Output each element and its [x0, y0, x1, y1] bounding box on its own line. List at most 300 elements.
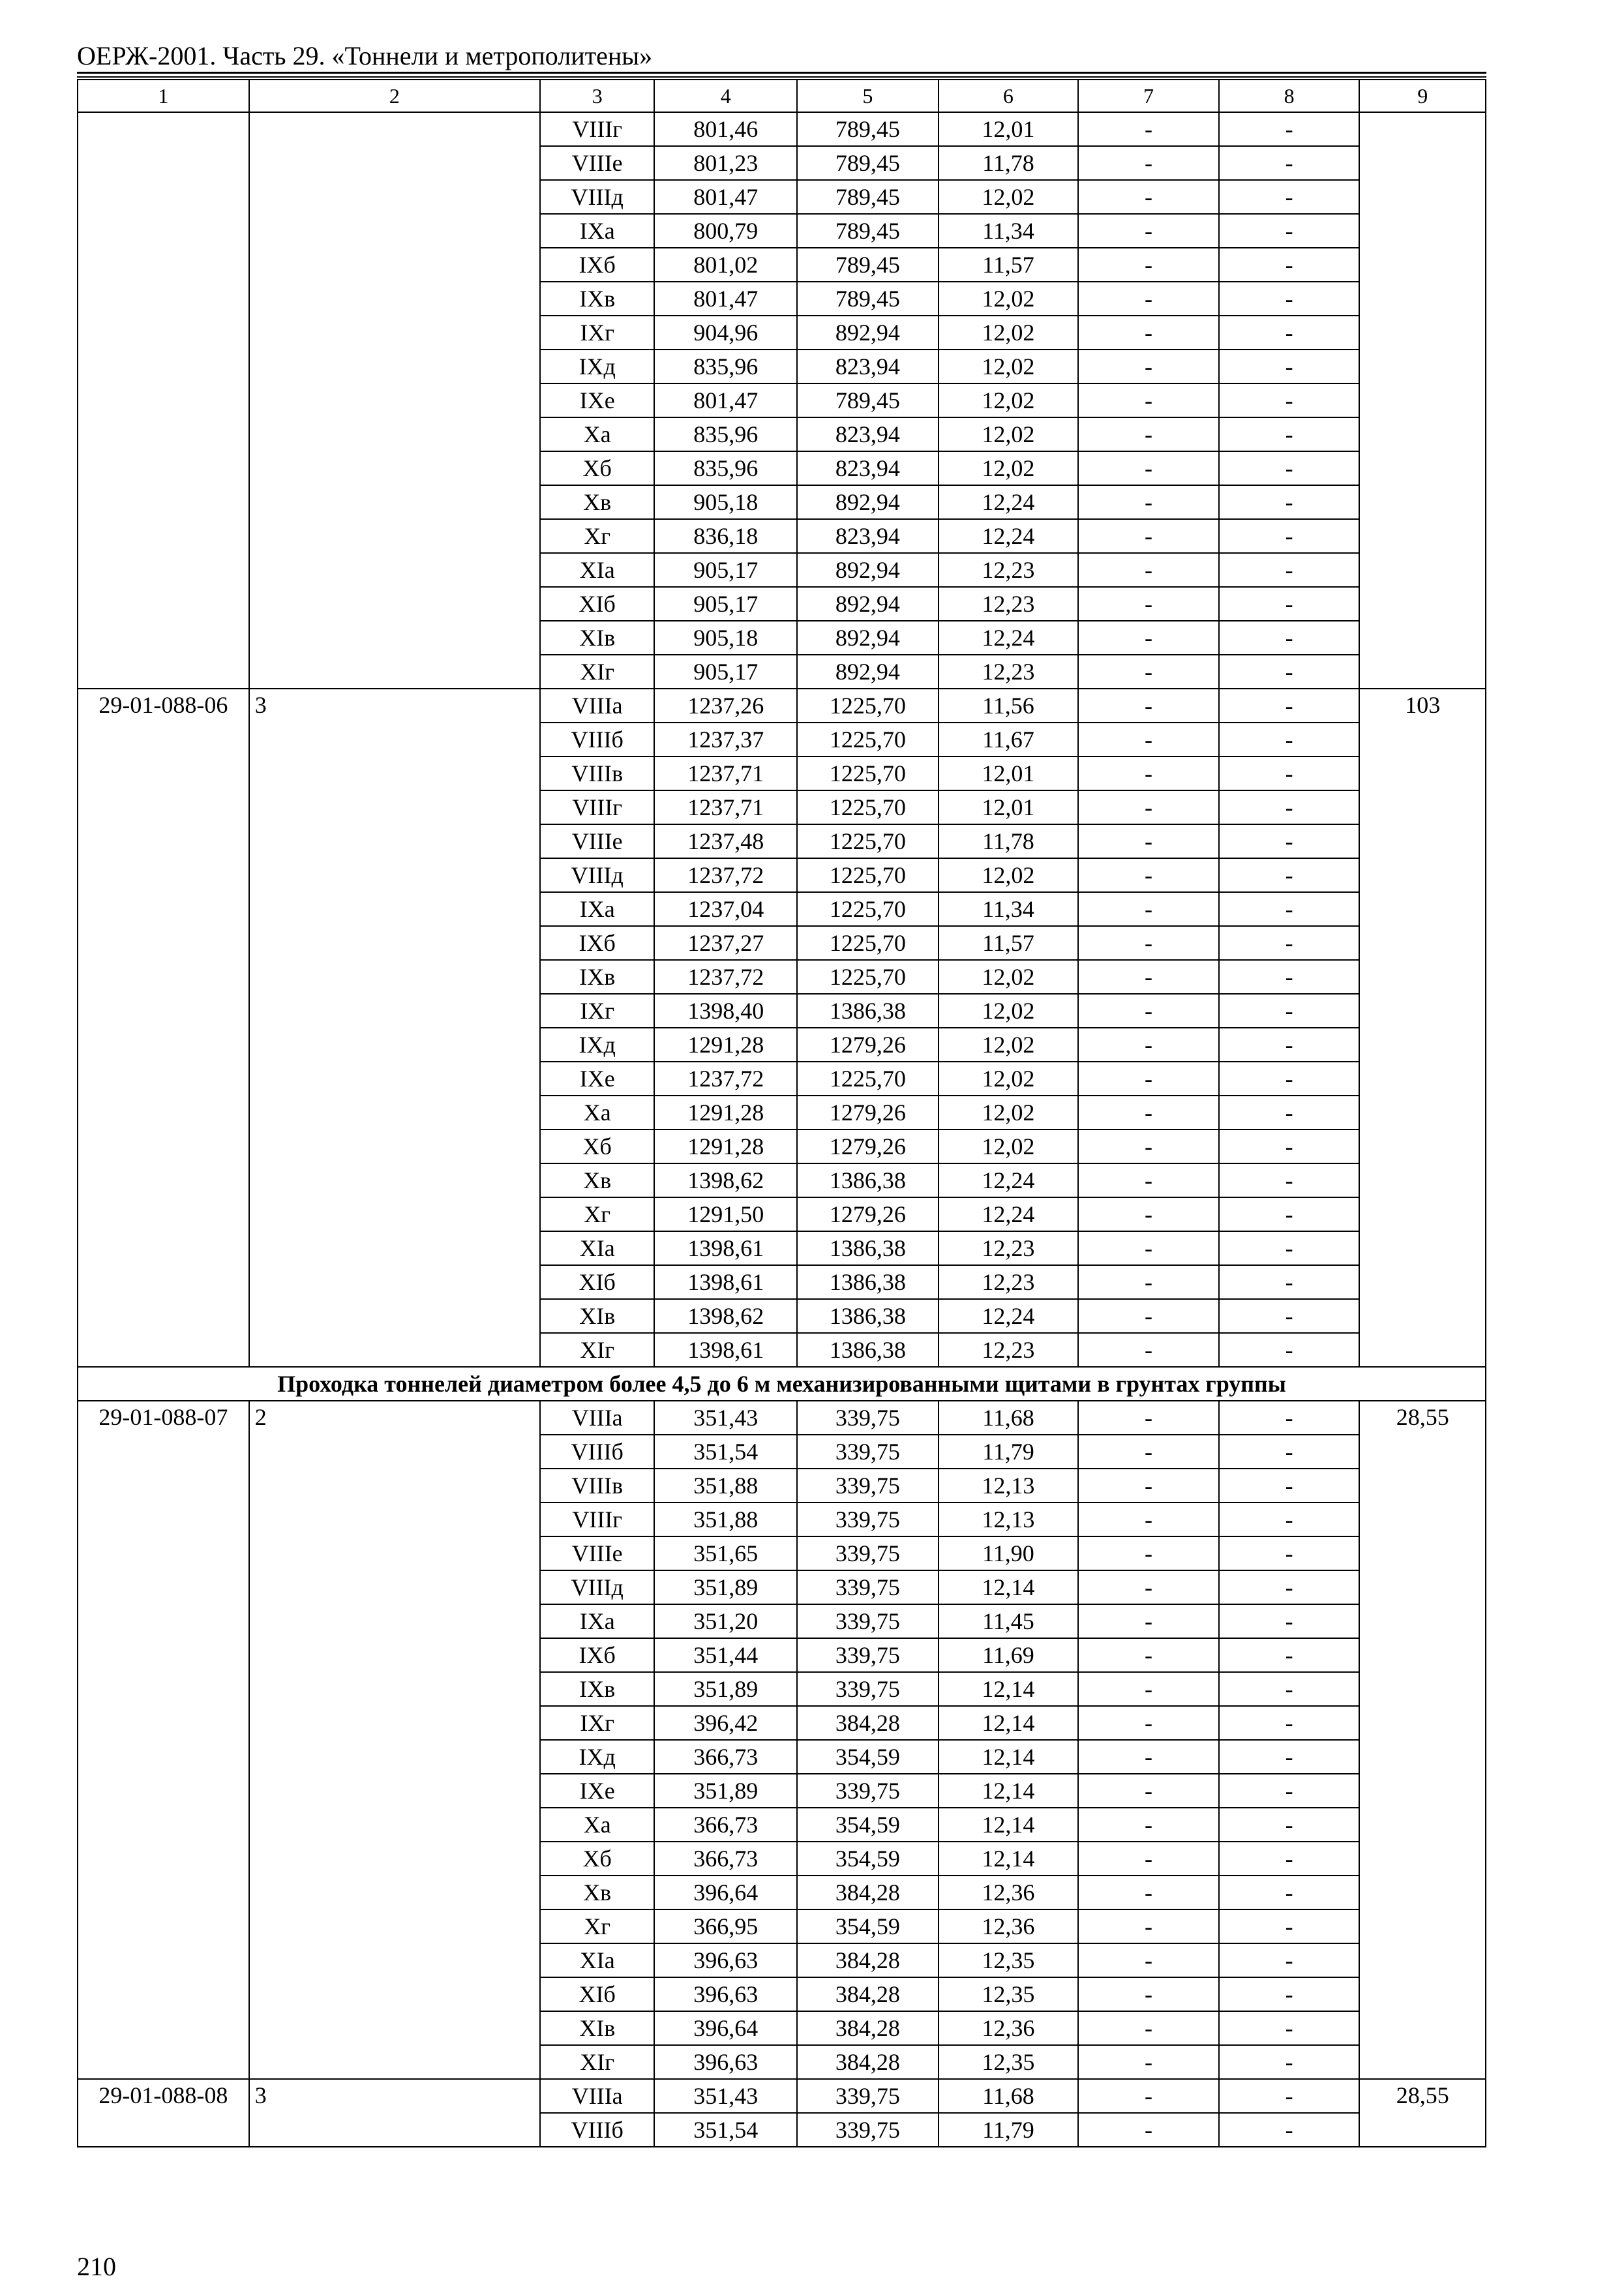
wages-cell: 384,28	[797, 2045, 939, 2079]
direct-costs-cell: 351,89	[654, 1774, 797, 1808]
direct-costs-cell: 836,18	[654, 519, 797, 553]
operator-wages-cell: -	[1078, 214, 1219, 248]
materials-cell: -	[1219, 485, 1360, 519]
machine-operation-cell: 12,23	[939, 587, 1079, 621]
operator-wages-cell: -	[1078, 1028, 1219, 1062]
machine-operation-cell: 12,14	[939, 1706, 1079, 1740]
direct-costs-cell: 1237,48	[654, 824, 797, 858]
machine-operation-cell: 11,90	[939, 1536, 1079, 1570]
operator-wages-cell: -	[1078, 180, 1219, 214]
soil-category-cell: IXд	[540, 350, 654, 383]
soil-category-cell: IXг	[540, 994, 654, 1028]
wages-cell: 354,59	[797, 1808, 939, 1842]
direct-costs-cell: 1237,72	[654, 858, 797, 892]
soil-category-cell: VIIIе	[540, 146, 654, 180]
machine-operation-cell: 12,35	[939, 1943, 1079, 1977]
operator-wages-cell: -	[1078, 1062, 1219, 1096]
section-heading-row	[78, 1367, 1486, 1401]
wages-cell: 823,94	[797, 350, 939, 383]
materials-cell: -	[1219, 1028, 1360, 1062]
wages-cell: 789,45	[797, 146, 939, 180]
soil-category-cell: VIIIд	[540, 858, 654, 892]
direct-costs-cell: 351,54	[654, 2113, 797, 2147]
wages-cell: 1386,38	[797, 1265, 939, 1299]
direct-costs-cell: 366,73	[654, 1842, 797, 1876]
machine-operation-cell: 11,57	[939, 248, 1079, 282]
rate-code-cell: 29-01-088-07	[78, 1401, 249, 2079]
operator-wages-cell: -	[1078, 146, 1219, 180]
materials-cell: -	[1219, 1876, 1360, 1909]
direct-costs-cell: 1398,62	[654, 1299, 797, 1333]
machine-operation-cell: 12,13	[939, 1503, 1079, 1536]
machine-operation-cell: 12,24	[939, 1197, 1079, 1231]
machine-operation-cell: 11,34	[939, 214, 1079, 248]
operator-wages-cell: -	[1078, 1774, 1219, 1808]
operator-wages-cell: -	[1078, 960, 1219, 994]
wages-cell: 339,75	[797, 1401, 939, 1435]
soil-category-cell: Xв	[540, 1163, 654, 1197]
direct-costs-cell: 1237,26	[654, 689, 797, 723]
direct-costs-cell: 1237,37	[654, 723, 797, 756]
materials-cell: -	[1219, 1672, 1360, 1706]
operator-wages-cell: -	[1078, 655, 1219, 689]
operator-wages-cell: -	[1078, 1977, 1219, 2011]
wages-cell: 823,94	[797, 451, 939, 485]
direct-costs-cell: 351,89	[654, 1672, 797, 1706]
machine-operation-cell: 12,24	[939, 485, 1079, 519]
machine-operation-cell: 12,36	[939, 1909, 1079, 1943]
direct-costs-cell: 800,79	[654, 214, 797, 248]
machine-operation-cell: 11,57	[939, 926, 1079, 960]
direct-costs-cell: 1291,28	[654, 1130, 797, 1163]
operator-wages-cell: -	[1078, 1299, 1219, 1333]
operator-wages-cell: -	[1078, 350, 1219, 383]
wages-cell: 1279,26	[797, 1028, 939, 1062]
direct-costs-cell: 905,18	[654, 485, 797, 519]
materials-cell: -	[1219, 1096, 1360, 1130]
machine-operation-cell: 11,68	[939, 2079, 1079, 2113]
machine-operation-cell: 12,01	[939, 756, 1079, 790]
group-cell: 3	[249, 689, 540, 1367]
wages-cell: 823,94	[797, 519, 939, 553]
operator-wages-cell: -	[1078, 587, 1219, 621]
operator-wages-cell: -	[1078, 994, 1219, 1028]
wages-cell: 1225,70	[797, 756, 939, 790]
soil-category-cell: Xа	[540, 1808, 654, 1842]
machine-operation-cell: 12,36	[939, 2011, 1079, 2045]
direct-costs-cell: 1237,72	[654, 960, 797, 994]
direct-costs-cell: 396,63	[654, 2045, 797, 2079]
soil-category-cell: VIIIд	[540, 1570, 654, 1604]
operator-wages-cell: -	[1078, 1536, 1219, 1570]
machine-operation-cell: 11,79	[939, 2113, 1079, 2147]
operator-wages-cell: -	[1078, 2011, 1219, 2045]
operator-wages-cell: -	[1078, 1638, 1219, 1672]
soil-category-cell: XIг	[540, 2045, 654, 2079]
machine-operation-cell: 11,68	[939, 1401, 1079, 1435]
machine-operation-cell: 12,35	[939, 1977, 1079, 2011]
direct-costs-cell: 835,96	[654, 451, 797, 485]
soil-category-cell: XIв	[540, 621, 654, 655]
wages-cell: 339,75	[797, 1536, 939, 1570]
operator-wages-cell: -	[1078, 316, 1219, 350]
wages-cell: 1386,38	[797, 994, 939, 1028]
soil-category-cell: IXд	[540, 1028, 654, 1062]
direct-costs-cell: 366,95	[654, 1909, 797, 1943]
wages-cell: 1386,38	[797, 1333, 939, 1367]
direct-costs-cell: 835,96	[654, 350, 797, 383]
column-number: 8	[1219, 80, 1360, 112]
direct-costs-cell: 351,65	[654, 1536, 797, 1570]
machine-operation-cell: 12,14	[939, 1808, 1079, 1842]
direct-costs-cell: 351,44	[654, 1638, 797, 1672]
materials-cell: -	[1219, 723, 1360, 756]
machine-operation-cell: 12,02	[939, 858, 1079, 892]
wages-cell: 339,75	[797, 2113, 939, 2147]
soil-category-cell: Xг	[540, 519, 654, 553]
wages-cell: 892,94	[797, 587, 939, 621]
soil-category-cell: VIIIе	[540, 824, 654, 858]
rate-code-cell: 29-01-088-06	[78, 689, 249, 1367]
wages-cell: 339,75	[797, 1638, 939, 1672]
materials-cell: -	[1219, 1740, 1360, 1774]
wages-cell: 1225,70	[797, 1062, 939, 1096]
wages-cell: 789,45	[797, 282, 939, 316]
materials-cell: -	[1219, 621, 1360, 655]
machine-operation-cell: 12,24	[939, 1299, 1079, 1333]
column-number: 2	[249, 80, 540, 112]
materials-cell: -	[1219, 2079, 1360, 2113]
direct-costs-cell: 1291,28	[654, 1096, 797, 1130]
machine-operation-cell: 11,78	[939, 824, 1079, 858]
soil-category-cell: Xа	[540, 417, 654, 451]
group-cell: 3	[249, 2079, 540, 2147]
column-number-row	[78, 80, 1486, 112]
soil-category-cell: VIIIв	[540, 1469, 654, 1503]
soil-category-cell: VIIIг	[540, 790, 654, 824]
wages-cell: 384,28	[797, 1977, 939, 2011]
direct-costs-cell: 366,73	[654, 1808, 797, 1842]
materials-cell: -	[1219, 689, 1360, 723]
soil-category-cell: XIв	[540, 1299, 654, 1333]
wages-cell: 339,75	[797, 2079, 939, 2113]
soil-category-cell: XIб	[540, 1265, 654, 1299]
direct-costs-cell: 351,43	[654, 1401, 797, 1435]
machine-operation-cell: 12,02	[939, 383, 1079, 417]
column-number: 6	[939, 80, 1079, 112]
materials-cell: -	[1219, 214, 1360, 248]
soil-category-cell: Xв	[540, 1876, 654, 1909]
materials-cell: -	[1219, 1977, 1360, 2011]
wages-cell: 384,28	[797, 1876, 939, 1909]
machine-operation-cell: 12,23	[939, 655, 1079, 689]
materials-cell: -	[1219, 146, 1360, 180]
labor-total-cell: 103	[1359, 689, 1486, 1367]
soil-category-cell: VIIIб	[540, 1435, 654, 1469]
group-cell	[249, 112, 540, 689]
soil-category-cell: Xг	[540, 1197, 654, 1231]
machine-operation-cell: 12,23	[939, 553, 1079, 587]
wages-cell: 339,75	[797, 1469, 939, 1503]
soil-category-cell: IXд	[540, 1740, 654, 1774]
materials-cell: -	[1219, 316, 1360, 350]
operator-wages-cell: -	[1078, 2045, 1219, 2079]
wages-cell: 1225,70	[797, 790, 939, 824]
materials-cell: -	[1219, 451, 1360, 485]
direct-costs-cell: 801,02	[654, 248, 797, 282]
materials-cell: -	[1219, 383, 1360, 417]
table-row	[78, 689, 1486, 723]
direct-costs-cell: 1291,50	[654, 1197, 797, 1231]
soil-category-cell: XIв	[540, 2011, 654, 2045]
operator-wages-cell: -	[1078, 621, 1219, 655]
soil-category-cell: VIIIб	[540, 723, 654, 756]
direct-costs-cell: 1237,71	[654, 790, 797, 824]
soil-category-cell: Xв	[540, 485, 654, 519]
table-row	[78, 1401, 1486, 1435]
materials-cell: -	[1219, 1808, 1360, 1842]
wages-cell: 384,28	[797, 1943, 939, 1977]
header-rule-thick	[77, 72, 1486, 74]
wages-cell: 892,94	[797, 553, 939, 587]
direct-costs-cell: 801,47	[654, 180, 797, 214]
materials-cell: -	[1219, 248, 1360, 282]
materials-cell: -	[1219, 790, 1360, 824]
materials-cell: -	[1219, 1536, 1360, 1570]
soil-category-cell: XIа	[540, 553, 654, 587]
machine-operation-cell: 11,56	[939, 689, 1079, 723]
wages-cell: 1279,26	[797, 1096, 939, 1130]
operator-wages-cell: -	[1078, 1943, 1219, 1977]
column-number: 1	[78, 80, 249, 112]
machine-operation-cell: 11,45	[939, 1604, 1079, 1638]
machine-operation-cell: 12,01	[939, 112, 1079, 146]
operator-wages-cell: -	[1078, 858, 1219, 892]
wages-cell: 339,75	[797, 1604, 939, 1638]
operator-wages-cell: -	[1078, 1672, 1219, 1706]
materials-cell: -	[1219, 1062, 1360, 1096]
materials-cell: -	[1219, 180, 1360, 214]
direct-costs-cell: 396,64	[654, 2011, 797, 2045]
direct-costs-cell: 801,23	[654, 146, 797, 180]
materials-cell: -	[1219, 1909, 1360, 1943]
direct-costs-cell: 396,64	[654, 1876, 797, 1909]
soil-category-cell: VIIIе	[540, 1536, 654, 1570]
column-number: 5	[797, 80, 939, 112]
materials-cell: -	[1219, 1435, 1360, 1469]
materials-cell: -	[1219, 824, 1360, 858]
operator-wages-cell: -	[1078, 1469, 1219, 1503]
soil-category-cell: IXе	[540, 1774, 654, 1808]
direct-costs-cell: 1237,72	[654, 1062, 797, 1096]
machine-operation-cell: 11,67	[939, 723, 1079, 756]
machine-operation-cell: 12,24	[939, 1163, 1079, 1197]
operator-wages-cell: -	[1078, 2113, 1219, 2147]
table-row	[78, 2079, 1486, 2113]
materials-cell: -	[1219, 1638, 1360, 1672]
materials-cell: -	[1219, 1469, 1360, 1503]
machine-operation-cell: 12,01	[939, 790, 1079, 824]
soil-category-cell: IXб	[540, 1638, 654, 1672]
wages-cell: 823,94	[797, 417, 939, 451]
operator-wages-cell: -	[1078, 1706, 1219, 1740]
direct-costs-cell: 351,54	[654, 1435, 797, 1469]
soil-category-cell: Xб	[540, 1842, 654, 1876]
machine-operation-cell: 12,02	[939, 1062, 1079, 1096]
wages-cell: 892,94	[797, 655, 939, 689]
materials-cell: -	[1219, 112, 1360, 146]
direct-costs-cell: 396,63	[654, 1943, 797, 1977]
operator-wages-cell: -	[1078, 1808, 1219, 1842]
soil-category-cell: XIб	[540, 1977, 654, 2011]
machine-operation-cell: 12,14	[939, 1740, 1079, 1774]
materials-cell: -	[1219, 1333, 1360, 1367]
machine-operation-cell: 12,02	[939, 994, 1079, 1028]
direct-costs-cell: 351,88	[654, 1503, 797, 1536]
direct-costs-cell: 1398,61	[654, 1333, 797, 1367]
wages-cell: 1279,26	[797, 1197, 939, 1231]
soil-category-cell: XIа	[540, 1943, 654, 1977]
machine-operation-cell: 12,36	[939, 1876, 1079, 1909]
machine-operation-cell: 12,02	[939, 282, 1079, 316]
soil-category-cell: Xг	[540, 1909, 654, 1943]
direct-costs-cell: 904,96	[654, 316, 797, 350]
wages-cell: 789,45	[797, 112, 939, 146]
soil-category-cell: XIб	[540, 587, 654, 621]
wages-cell: 892,94	[797, 316, 939, 350]
soil-category-cell: XIг	[540, 1333, 654, 1367]
page-number: 210	[77, 2252, 116, 2281]
column-number: 9	[1359, 80, 1486, 112]
group-cell: 2	[249, 1401, 540, 2079]
soil-category-cell: VIIIд	[540, 180, 654, 214]
wages-cell: 339,75	[797, 1435, 939, 1469]
soil-category-cell: IXв	[540, 960, 654, 994]
direct-costs-cell: 905,17	[654, 587, 797, 621]
wages-cell: 1225,70	[797, 689, 939, 723]
labor-total-cell: 28,55	[1359, 2079, 1486, 2147]
operator-wages-cell: -	[1078, 926, 1219, 960]
operator-wages-cell: -	[1078, 553, 1219, 587]
wages-cell: 1386,38	[797, 1163, 939, 1197]
direct-costs-cell: 1237,71	[654, 756, 797, 790]
wages-cell: 892,94	[797, 621, 939, 655]
machine-operation-cell: 12,02	[939, 1130, 1079, 1163]
wages-cell: 789,45	[797, 383, 939, 417]
materials-cell: -	[1219, 1570, 1360, 1604]
wages-cell: 354,59	[797, 1909, 939, 1943]
soil-category-cell: VIIIб	[540, 2113, 654, 2147]
direct-costs-cell: 1398,40	[654, 994, 797, 1028]
operator-wages-cell: -	[1078, 892, 1219, 926]
direct-costs-cell: 905,18	[654, 621, 797, 655]
soil-category-cell: IXб	[540, 926, 654, 960]
machine-operation-cell: 12,02	[939, 1096, 1079, 1130]
materials-cell: -	[1219, 350, 1360, 383]
direct-costs-cell: 835,96	[654, 417, 797, 451]
materials-cell: -	[1219, 519, 1360, 553]
wages-cell: 1225,70	[797, 926, 939, 960]
soil-category-cell: Xа	[540, 1096, 654, 1130]
operator-wages-cell: -	[1078, 1435, 1219, 1469]
operator-wages-cell: -	[1078, 1503, 1219, 1536]
soil-category-cell: VIIIв	[540, 756, 654, 790]
direct-costs-cell: 1291,28	[654, 1028, 797, 1062]
direct-costs-cell: 801,47	[654, 282, 797, 316]
wages-cell: 789,45	[797, 214, 939, 248]
wages-cell: 339,75	[797, 1570, 939, 1604]
operator-wages-cell: -	[1078, 824, 1219, 858]
materials-cell: -	[1219, 892, 1360, 926]
soil-category-cell: IXе	[540, 1062, 654, 1096]
machine-operation-cell: 12,14	[939, 1842, 1079, 1876]
machine-operation-cell: 12,23	[939, 1231, 1079, 1265]
materials-cell: -	[1219, 1503, 1360, 1536]
materials-cell: -	[1219, 2011, 1360, 2045]
column-number: 4	[654, 80, 797, 112]
machine-operation-cell: 12,14	[939, 1570, 1079, 1604]
materials-cell: -	[1219, 282, 1360, 316]
wages-cell: 339,75	[797, 1774, 939, 1808]
operator-wages-cell: -	[1078, 1401, 1219, 1435]
machine-operation-cell: 12,02	[939, 316, 1079, 350]
operator-wages-cell: -	[1078, 1163, 1219, 1197]
materials-cell: -	[1219, 1401, 1360, 1435]
operator-wages-cell: -	[1078, 282, 1219, 316]
machine-operation-cell: 12,14	[939, 1672, 1079, 1706]
materials-cell: -	[1219, 1163, 1360, 1197]
machine-operation-cell: 11,79	[939, 1435, 1079, 1469]
materials-cell: -	[1219, 1231, 1360, 1265]
materials-cell: -	[1219, 655, 1360, 689]
materials-cell: -	[1219, 1299, 1360, 1333]
wages-cell: 339,75	[797, 1672, 939, 1706]
operator-wages-cell: -	[1078, 1231, 1219, 1265]
materials-cell: -	[1219, 553, 1360, 587]
machine-operation-cell: 12,13	[939, 1469, 1079, 1503]
operator-wages-cell: -	[1078, 1096, 1219, 1130]
labor-total-cell	[1359, 112, 1486, 689]
wages-cell: 1225,70	[797, 960, 939, 994]
soil-category-cell: IXе	[540, 383, 654, 417]
operator-wages-cell: -	[1078, 1130, 1219, 1163]
wages-cell: 1279,26	[797, 1130, 939, 1163]
operator-wages-cell: -	[1078, 723, 1219, 756]
direct-costs-cell: 396,42	[654, 1706, 797, 1740]
operator-wages-cell: -	[1078, 1604, 1219, 1638]
materials-cell: -	[1219, 1265, 1360, 1299]
machine-operation-cell: 11,78	[939, 146, 1079, 180]
materials-cell: -	[1219, 587, 1360, 621]
operator-wages-cell: -	[1078, 1570, 1219, 1604]
operator-wages-cell: -	[1078, 112, 1219, 146]
operator-wages-cell: -	[1078, 451, 1219, 485]
rates-table-body	[78, 80, 1486, 2147]
soil-category-cell: IXв	[540, 1672, 654, 1706]
wages-cell: 384,28	[797, 1706, 939, 1740]
materials-cell: -	[1219, 994, 1360, 1028]
materials-cell: -	[1219, 417, 1360, 451]
operator-wages-cell: -	[1078, 1197, 1219, 1231]
materials-cell: -	[1219, 858, 1360, 892]
materials-cell: -	[1219, 1604, 1360, 1638]
operator-wages-cell: -	[1078, 689, 1219, 723]
soil-category-cell: VIIIа	[540, 689, 654, 723]
soil-category-cell: VIIIа	[540, 1401, 654, 1435]
machine-operation-cell: 12,23	[939, 1265, 1079, 1299]
soil-category-cell: VIIIа	[540, 2079, 654, 2113]
soil-category-cell: IXб	[540, 248, 654, 282]
